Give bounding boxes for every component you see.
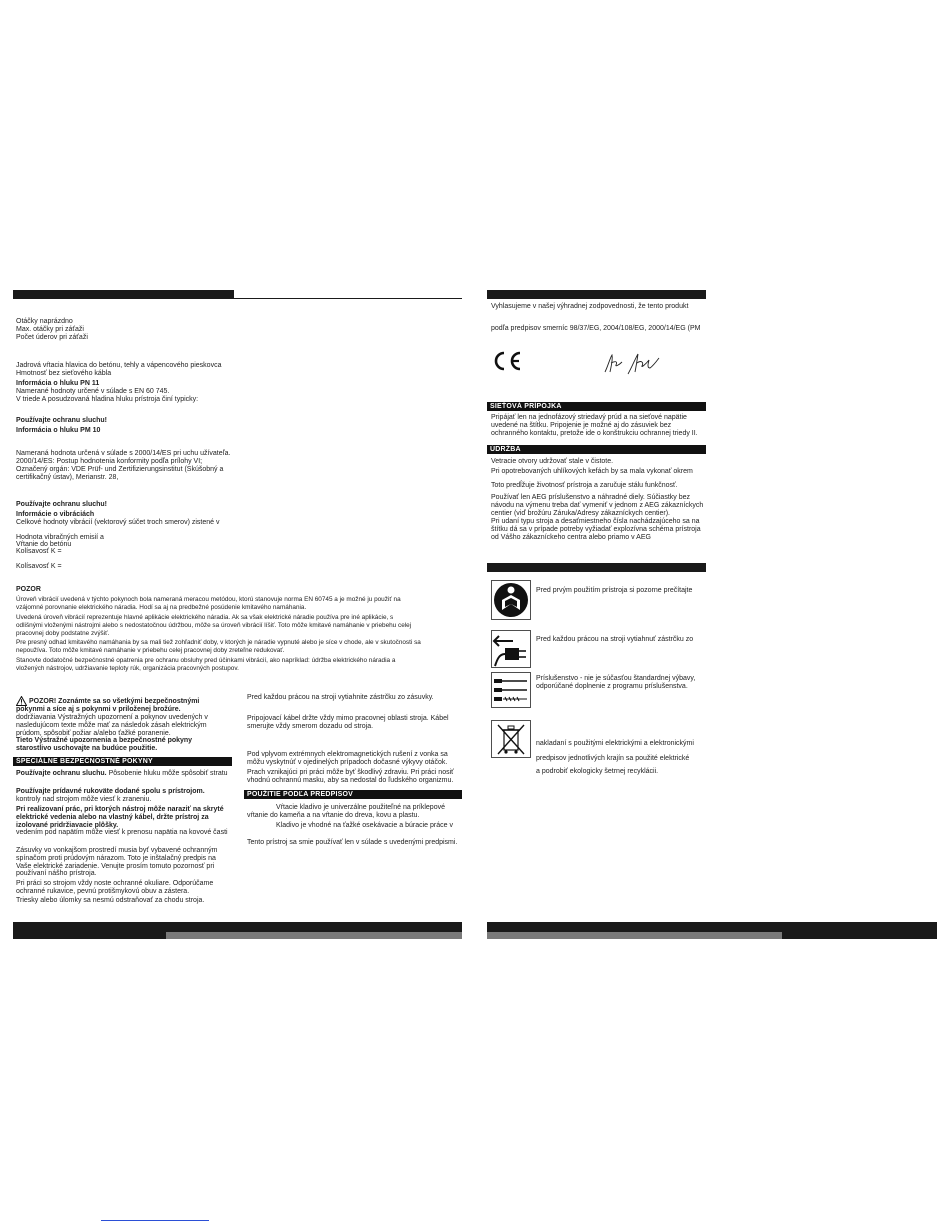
pozor-p4: Stanovte dodatočné bezpečnostné opatrenia pre ochranu obsluhy pred účinkami vibrácií, ako napríklad: údržba elektrického náradia a [16,657,396,664]
maintenance-text: Pri opotrebovaných uhlíkových kefách by sa mala vykonať okrem [491,468,693,475]
spec-3: Počet úderov pri záťaži [16,334,88,341]
pozor-p3: nepoužíva. Toto môže kmitavé namáhanie v priebehu celej pracovnej doby zreteľne redukovať. [16,647,285,654]
weee-bin-icon [491,720,531,758]
dust-text: vhodnú ochrannú masku, aby sa nedostal do ľudského organizmu. [247,777,454,784]
maintenance-text: návodu na výmenu treba dať vymeniť v jednom z AEG zákazníckych [491,502,704,509]
ce-mark-icon [491,350,523,372]
left-footer-grey [166,932,462,939]
usage-text: Tento prístroj sa smie používať len v súlade s uvedenými predpismi. [247,839,458,846]
noise-pn11-line: V triede A posudzovaná hladina hluku prístroja činí typicky: [16,396,199,403]
pozor-p2: odlišnými vloženými nástrojmi alebo s nedostatočnou údržbou, môže sa úroveň vibrácií líšiť. Toto môže kmitavé namáhanie v priebehu celej [16,622,412,629]
sockets-text: Zásuvky vo vonkajšom prostredí musia byť vybavené ochranným [16,847,218,854]
warning-bold: POZOR! Zoznámte sa so všetkými bezpečnostnými [29,698,200,705]
symbol-manual-text: Pred prvým použitím prístroja si pozorne prečítajte [536,587,693,594]
special-hearing [16,770,228,779]
handle-rest: kontroly nad strojom môže viesť k zraneniu. [16,796,152,803]
chips-text: Triesky alebo úlomky sa nesmú odstraňovať za chodu stroja. [16,897,205,904]
usage-text: Kladivo je vhodné na ťažké osekávacie a búracie práce v [276,822,453,829]
mains-header: SIEŤOVÁ PRÍPOJKA [487,402,706,411]
special-hearing-bold: Používajte ochranu sluchu. [16,770,107,777]
right-header-line [487,298,706,299]
noise-pm10-line: Označený orgán: VDE Prüf- und Zertifizierungsinstitut (Skúšobný a [16,466,224,473]
special-hearing-rest: Pôsobenie hluku môže spôsobiť stratu [106,770,228,777]
maintenance-text: štítku dá sa v prípade potreby vyžiadať explozívna schéma prístroja [491,526,701,533]
warning-text: prúdom, spôsobiť požiar a/alebo ťažké poranenie. [16,730,171,737]
hidden-wires-bold: elektrické vedenia alebo na vlastný kábel, držte prístroj za [16,814,209,821]
noise-pm10-title: Informácia o hluku PM 10 [16,427,101,434]
sockets-text: používaní nášho prístroja. [16,870,97,877]
pozor-p2: Uvedená úroveň vibrácií reprezentuje hlavné aplikácie elektrického náradia. Ak sa však elektrické náradie používa pre iné aplikácie, s [16,614,394,621]
left-header-line [13,298,462,299]
noise-pn11-line: Namerané hodnoty určené v súlade s EN 60 745. [16,388,170,395]
pozor-p1: Úroveň vibrácií uvedená v týchto pokynoch bola nameraná meracou metódou, ktorú stanovuje norma EN 60745 a je možné ju použiť na [16,596,401,603]
symbol-weee-text: nakladaní s použitými elektrickými a elektronickými [536,740,694,747]
symbol-accessory-text: Príslušenstvo - nie je súčasťou štandardnej výbavy, [536,675,696,682]
mains-text: ochranného kontaktu, pretože ide o konštrukciu ochrannej triedy II. [491,430,698,437]
symbol-plug-text: Pred každou prácou na stroji vytiahnuť zástrčku zo [536,636,694,643]
vibration-value: Kolísavosť K = [16,548,62,555]
symbols-header-bar [487,563,706,572]
declaration-1: Vyhlasujeme v našej výhradnej zodpovednosti, že tento produkt [491,303,689,310]
read-manual-icon [491,580,531,620]
declaration-2: podľa predpisov smerníc 98/37/EG, 2004/108/EG, 2000/14/EG (PM [491,325,701,332]
vibration-value: Vŕtanie do betónu [16,541,72,548]
pozor-p1: vzájomné porovnanie elektrického náradia. Hodí sa aj na predbežné posúdenie kmitavého namáhania. [16,604,307,611]
maintenance-text: Toto predĺžuje životnosť prístroja a zaručuje stálu funkčnosť. [491,482,678,489]
symbol-accessory-text: odporúčané doplnenie z programu príslušenstva. [536,683,688,690]
sockets-text: spínačom proti prúdovým nárazom. Toto je inštalačný predpis na [16,855,216,862]
warning-bold: pokynmi a síce aj s pokynmi v priloženej brožúre. [16,706,181,713]
dust-text: Prach vznikajúci pri práci môže byť škodlivý zdraviu. Pri práci nosiť [247,769,454,776]
goggles-text: Pri práci so strojom vždy noste ochranné okuliare. Odporúčame [16,880,214,887]
spec-1: Otáčky naprázdno [16,318,73,325]
handle-bold: Používajte prídavné rukoväte dodané spolu s prístrojom. [16,788,205,795]
noise-pm10-line: 2000/14/ES: Postup hodnotenia konformity podľa prílohy VI; [16,458,203,465]
bottom-rule [101,1220,209,1221]
sockets-text: Vaše elektrické zariadenie. Venujte prosím tomuto pozornosť pri [16,863,215,870]
spec-2: Max. otáčky pri záťaži [16,326,84,333]
hidden-wires-bold: izolované pridržiavacie plôšky. [16,822,119,829]
emc-text: Pod vplyvom extrémnych elektromagnetických rušení z vonka sa [247,751,448,758]
mains-text: uvedené na štítku. Pripojenie je možné aj do zásuviek bez [491,422,672,429]
application-1: Jadrová vŕtacia hlavica do betónu, tehly a vápencového pieskovca [16,362,222,369]
application-2: Hmotnosť bez sieťového kábla [16,370,112,377]
maintenance-text: Pri udaní typu stroja a desaťmiestneho čísla nachádzajúceho sa na [491,518,700,525]
cable-text: smerujte vždy smerom dozadu od stroja. [247,723,374,730]
usage-header: POUŽITIE PODĽA PREDPISOV [244,790,462,799]
mains-text: Pripájať len na jednofázový striedavý prúd a na sieťové napätie [491,414,687,421]
hearing-protection-2: Používajte ochranu sluchu! [16,501,108,508]
hidden-wires-bold: Pri realizovaní prác, pri ktorých nástroj môže naraziť na skryté [16,806,224,813]
noise-pm10-line: Nameraná hodnota určená v súlade s 2000/14/ES pri uchu užívateľa. [16,450,231,457]
vibration-line: Celkové hodnoty vibrácií (vektorový súčet troch smerov) zistené v [16,519,220,526]
pozor-p2: pracovnej doby podstatne zvýšiť. [16,630,110,637]
unplug-icon [491,630,531,668]
plug-text: Pred každou prácou na stroji vytiahnite zástrčku zo zásuvky. [247,694,434,701]
hidden-wires-rest: vedením pod napätím môže viesť k prenosu napätia na kovové časti [16,829,228,836]
pozor-p3: Pre presný odhad kmitavého namáhania by sa mali tiež zohľadniť doby, v ktorých je náradie vypnuté alebo je síce v chode, ale v skutočnosti sa [16,639,421,646]
vibration-value: Hodnota vibračných emisií a [16,534,104,541]
accessory-icon [491,672,531,708]
special-safety-header: ŠPECIÁLNE BEZPEČNOSTNÉ POKYNY [13,757,232,766]
symbol-weee-text: predpisov jednotlivých krajín sa použité elektrické [536,755,690,762]
maintenance-text: od Vášho zákazníckeho centra alebo priamo v AEG [491,534,651,541]
warning-bold-2: starostlivo uschovajte na budúce použitie. [16,745,158,752]
noise-pn11-title: Informácia o hluku PN 11 [16,380,100,387]
noise-pm10-line: certifikačný ústav), Merianstr. 28, [16,474,119,481]
vibration-title: Informácie o vibráciách [16,511,95,518]
symbol-weee-text: a podrobiť ekologicky šetrnej recyklácii. [536,768,659,775]
maintenance-header: ÚDRŽBA [487,445,706,454]
cable-text: Pripojovací kábel držte vždy mimo pracovnej oblasti stroja. Kábel [247,715,449,722]
warning-text: dodržiavania Výstražných upozornení a pokynov uvedených v [16,714,208,721]
pozor-p4: vložených nástrojov, udržiavanie teploty rúk, organizácia pracovných postupov. [16,665,239,672]
emc-text: môžu vyskytnúť v ojedinelých prípadoch dočasné výkyvy otáčok. [247,759,448,766]
vibration-k2: Kolísavosť K = [16,563,62,570]
signature-icon [602,352,662,376]
usage-text: vŕtanie do kameňa a na vŕtanie do dreva, kovu a plastu. [247,812,420,819]
right-footer-grey [487,932,782,939]
usage-text: Vŕtacie kladivo je univerzálne použiteľné na príklepové [276,804,445,811]
goggles-text: ochranné rukavice, pevnú protišmykovú obuv a zástera. [16,888,190,895]
maintenance-text: centier (viď brožúru Záruka/Adresy zákazníckych centier). [491,510,670,517]
hearing-protection-1: Používajte ochranu sluchu! [16,417,108,424]
warning-bold-2: Tieto Výstražné upozornenia a bezpečnostné pokyny [16,737,193,744]
maintenance-text: Vetracie otvory udržovať stale v čistote. [491,458,614,465]
pozor-title: POZOR [16,586,41,593]
warning-text: nasledujúcom texte môže mať za následok zásah elektrickým [16,722,207,729]
maintenance-text: Používať len AEG príslušenstvo a náhradné diely. Súčiastky bez [491,494,690,501]
warning-triangle-icon [16,696,27,706]
